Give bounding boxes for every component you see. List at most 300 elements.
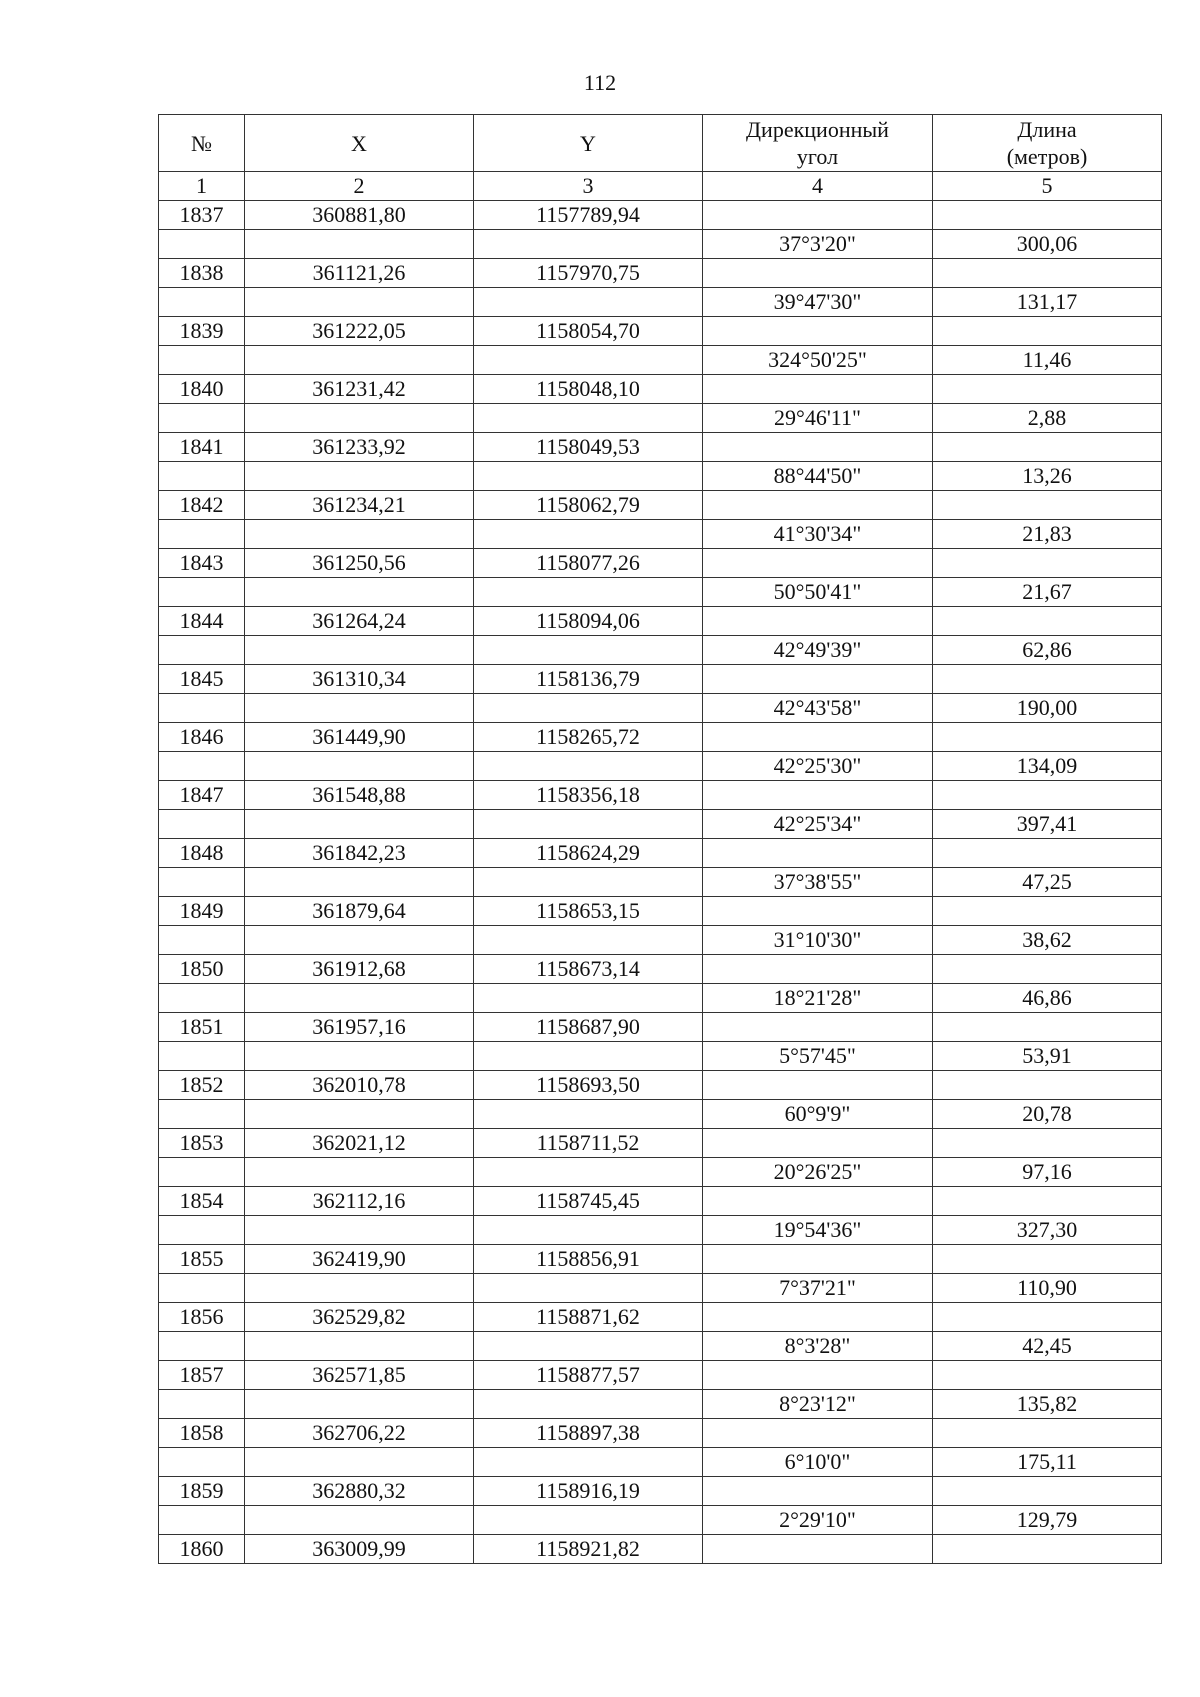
cell-y: 1158624,29 xyxy=(474,839,703,868)
cell-x xyxy=(245,1506,474,1535)
cell-angle: 50°50'41" xyxy=(703,578,933,607)
cell-angle xyxy=(703,723,933,752)
table-row xyxy=(159,1535,1162,1564)
cell-length: 13,26 xyxy=(933,462,1162,491)
cell-angle xyxy=(703,375,933,404)
cell-angle xyxy=(703,1129,933,1158)
table-row xyxy=(159,694,1162,723)
page-number: 112 xyxy=(583,70,617,95)
cell-x xyxy=(245,1216,474,1245)
header-length-line-2: (метров) xyxy=(1006,144,1088,169)
cell-length xyxy=(933,433,1162,462)
table-row xyxy=(159,1100,1162,1129)
cell-y xyxy=(474,1506,703,1535)
cell-x: 362010,78 xyxy=(245,1071,474,1100)
cell-x: 361548,88 xyxy=(245,781,474,810)
cell-x: 361449,90 xyxy=(245,723,474,752)
cell-y xyxy=(474,984,703,1013)
cell-length xyxy=(933,955,1162,984)
table-body xyxy=(159,201,1162,1564)
cell-y xyxy=(474,288,703,317)
table-row xyxy=(159,1274,1162,1303)
cell-angle: 42°49'39" xyxy=(703,636,933,665)
cell-point-number: 1856 xyxy=(159,1303,245,1332)
table-row xyxy=(159,491,1162,520)
table-row xyxy=(159,1071,1162,1100)
cell-angle: 42°25'34" xyxy=(703,810,933,839)
table-row xyxy=(159,1390,1162,1419)
cell-angle xyxy=(703,549,933,578)
table-row xyxy=(159,1013,1162,1042)
cell-length: 300,06 xyxy=(933,230,1162,259)
cell-angle: 8°3'28" xyxy=(703,1332,933,1361)
column-number: 2 xyxy=(245,172,474,201)
cell-x: 360881,80 xyxy=(245,201,474,230)
cell-length xyxy=(933,1477,1162,1506)
table-row xyxy=(159,1506,1162,1535)
cell-angle xyxy=(703,317,933,346)
cell-length xyxy=(933,897,1162,926)
cell-length: 190,00 xyxy=(933,694,1162,723)
cell-point-number xyxy=(159,636,245,665)
table-row xyxy=(159,288,1162,317)
cell-length: 53,91 xyxy=(933,1042,1162,1071)
cell-length xyxy=(933,781,1162,810)
cell-y: 1158077,26 xyxy=(474,549,703,578)
cell-y: 1158265,72 xyxy=(474,723,703,752)
cell-y xyxy=(474,462,703,491)
cell-length xyxy=(933,317,1162,346)
cell-angle xyxy=(703,259,933,288)
cell-point-number: 1841 xyxy=(159,433,245,462)
cell-y: 1158049,53 xyxy=(474,433,703,462)
cell-length: 327,30 xyxy=(933,1216,1162,1245)
cell-length: 110,90 xyxy=(933,1274,1162,1303)
table-row xyxy=(159,1158,1162,1187)
table-row xyxy=(159,1419,1162,1448)
cell-point-number: 1846 xyxy=(159,723,245,752)
cell-x xyxy=(245,926,474,955)
cell-y: 1158062,79 xyxy=(474,491,703,520)
header-angle-line-2: угол xyxy=(796,144,839,169)
cell-point-number: 1849 xyxy=(159,897,245,926)
table-row xyxy=(159,1042,1162,1071)
cell-point-number xyxy=(159,1506,245,1535)
table-row xyxy=(159,1477,1162,1506)
cell-y: 1158693,50 xyxy=(474,1071,703,1100)
header-number: № xyxy=(159,115,245,172)
cell-angle: 29°46'11" xyxy=(703,404,933,433)
header-length-line-1: Длина xyxy=(1017,117,1077,142)
cell-x: 362571,85 xyxy=(245,1361,474,1390)
cell-angle: 8°23'12" xyxy=(703,1390,933,1419)
cell-point-number: 1840 xyxy=(159,375,245,404)
table-row xyxy=(159,1129,1162,1158)
table-row xyxy=(159,346,1162,375)
cell-point-number xyxy=(159,810,245,839)
cell-y xyxy=(474,346,703,375)
cell-length: 47,25 xyxy=(933,868,1162,897)
cell-x: 363009,99 xyxy=(245,1535,474,1564)
cell-point-number xyxy=(159,520,245,549)
cell-y xyxy=(474,230,703,259)
cell-point-number xyxy=(159,1274,245,1303)
cell-y: 1158877,57 xyxy=(474,1361,703,1390)
cell-x: 361310,34 xyxy=(245,665,474,694)
table-row xyxy=(159,636,1162,665)
cell-x xyxy=(245,810,474,839)
table-row xyxy=(159,839,1162,868)
cell-length: 38,62 xyxy=(933,926,1162,955)
table-row xyxy=(159,897,1162,926)
cell-point-number: 1844 xyxy=(159,607,245,636)
table-row xyxy=(159,317,1162,346)
cell-angle: 20°26'25" xyxy=(703,1158,933,1187)
cell-angle xyxy=(703,665,933,694)
cell-y: 1157970,75 xyxy=(474,259,703,288)
cell-x xyxy=(245,984,474,1013)
cell-y: 1158094,06 xyxy=(474,607,703,636)
column-number: 1 xyxy=(159,172,245,201)
cell-angle xyxy=(703,433,933,462)
cell-x xyxy=(245,1042,474,1071)
cell-length: 21,67 xyxy=(933,578,1162,607)
cell-length: 135,82 xyxy=(933,1390,1162,1419)
cell-x xyxy=(245,404,474,433)
table-row xyxy=(159,1187,1162,1216)
cell-y xyxy=(474,1448,703,1477)
cell-y: 1158745,45 xyxy=(474,1187,703,1216)
cell-angle: 5°57'45" xyxy=(703,1042,933,1071)
cell-angle: 2°29'10" xyxy=(703,1506,933,1535)
cell-x: 361234,21 xyxy=(245,491,474,520)
cell-x: 361879,64 xyxy=(245,897,474,926)
column-number: 4 xyxy=(703,172,933,201)
cell-x xyxy=(245,1158,474,1187)
cell-x: 362529,82 xyxy=(245,1303,474,1332)
table-row xyxy=(159,520,1162,549)
table-row xyxy=(159,1303,1162,1332)
coordinates-table xyxy=(158,114,1162,1564)
header-angle-line-1: Дирекционный xyxy=(746,117,889,142)
cell-angle xyxy=(703,607,933,636)
cell-point-number xyxy=(159,1042,245,1071)
table-row xyxy=(159,810,1162,839)
table-row xyxy=(159,230,1162,259)
cell-length: 129,79 xyxy=(933,1506,1162,1535)
cell-point-number xyxy=(159,1216,245,1245)
cell-length xyxy=(933,1071,1162,1100)
cell-angle xyxy=(703,1245,933,1274)
cell-angle xyxy=(703,1071,933,1100)
cell-x xyxy=(245,636,474,665)
table-row xyxy=(159,259,1162,288)
cell-angle xyxy=(703,1535,933,1564)
cell-x: 362706,22 xyxy=(245,1419,474,1448)
cell-y: 1158916,19 xyxy=(474,1477,703,1506)
cell-length: 97,16 xyxy=(933,1158,1162,1187)
cell-point-number xyxy=(159,578,245,607)
cell-x xyxy=(245,578,474,607)
cell-x xyxy=(245,288,474,317)
cell-point-number xyxy=(159,1448,245,1477)
cell-angle: 37°38'55" xyxy=(703,868,933,897)
cell-y xyxy=(474,1332,703,1361)
cell-angle: 19°54'36" xyxy=(703,1216,933,1245)
cell-y: 1158653,15 xyxy=(474,897,703,926)
cell-y: 1158687,90 xyxy=(474,1013,703,1042)
cell-x xyxy=(245,520,474,549)
cell-y: 1158921,82 xyxy=(474,1535,703,1564)
cell-x: 361222,05 xyxy=(245,317,474,346)
cell-length xyxy=(933,723,1162,752)
cell-angle xyxy=(703,1361,933,1390)
cell-x: 362112,16 xyxy=(245,1187,474,1216)
cell-length: 397,41 xyxy=(933,810,1162,839)
cell-angle xyxy=(703,1419,933,1448)
column-number: 3 xyxy=(474,172,703,201)
table-row xyxy=(159,1245,1162,1274)
cell-x xyxy=(245,346,474,375)
cell-x: 362880,32 xyxy=(245,1477,474,1506)
cell-length xyxy=(933,201,1162,230)
cell-y xyxy=(474,1390,703,1419)
cell-angle: 60°9'9" xyxy=(703,1100,933,1129)
cell-length xyxy=(933,1129,1162,1158)
cell-length xyxy=(933,1187,1162,1216)
cell-x xyxy=(245,1100,474,1129)
cell-length xyxy=(933,1303,1162,1332)
cell-x xyxy=(245,1390,474,1419)
header-row xyxy=(159,115,1162,172)
cell-length xyxy=(933,839,1162,868)
cell-y: 1157789,94 xyxy=(474,201,703,230)
cell-length xyxy=(933,665,1162,694)
cell-y: 1158856,91 xyxy=(474,1245,703,1274)
cell-point-number xyxy=(159,346,245,375)
cell-angle xyxy=(703,781,933,810)
column-number: 5 xyxy=(933,172,1162,201)
cell-length: 46,86 xyxy=(933,984,1162,1013)
cell-length xyxy=(933,1245,1162,1274)
cell-x: 361842,23 xyxy=(245,839,474,868)
cell-y: 1158356,18 xyxy=(474,781,703,810)
table-row xyxy=(159,462,1162,491)
cell-y xyxy=(474,1216,703,1245)
cell-angle xyxy=(703,201,933,230)
cell-y xyxy=(474,1042,703,1071)
cell-angle xyxy=(703,491,933,520)
cell-y xyxy=(474,926,703,955)
cell-x xyxy=(245,1332,474,1361)
cell-y: 1158673,14 xyxy=(474,955,703,984)
cell-length xyxy=(933,607,1162,636)
table-row xyxy=(159,781,1162,810)
table-row xyxy=(159,926,1162,955)
table-row xyxy=(159,665,1162,694)
cell-y: 1158054,70 xyxy=(474,317,703,346)
cell-y xyxy=(474,1158,703,1187)
cell-length: 62,86 xyxy=(933,636,1162,665)
cell-length xyxy=(933,1361,1162,1390)
cell-x: 361121,26 xyxy=(245,259,474,288)
cell-x: 361957,16 xyxy=(245,1013,474,1042)
table-row xyxy=(159,549,1162,578)
cell-y xyxy=(474,636,703,665)
cell-point-number: 1838 xyxy=(159,259,245,288)
header-angle xyxy=(703,115,933,172)
cell-point-number: 1843 xyxy=(159,549,245,578)
cell-point-number: 1848 xyxy=(159,839,245,868)
cell-x: 362021,12 xyxy=(245,1129,474,1158)
cell-x xyxy=(245,868,474,897)
cell-point-number: 1842 xyxy=(159,491,245,520)
cell-point-number: 1845 xyxy=(159,665,245,694)
cell-length xyxy=(933,259,1162,288)
table-row xyxy=(159,1216,1162,1245)
cell-point-number xyxy=(159,752,245,781)
cell-angle: 37°3'20" xyxy=(703,230,933,259)
table-row xyxy=(159,433,1162,462)
table-row xyxy=(159,375,1162,404)
cell-point-number xyxy=(159,288,245,317)
cell-point-number: 1847 xyxy=(159,781,245,810)
cell-x xyxy=(245,694,474,723)
cell-angle xyxy=(703,1187,933,1216)
cell-x xyxy=(245,462,474,491)
cell-angle xyxy=(703,839,933,868)
cell-point-number: 1860 xyxy=(159,1535,245,1564)
table-row xyxy=(159,955,1162,984)
cell-angle: 324°50'25" xyxy=(703,346,933,375)
cell-x xyxy=(245,1274,474,1303)
cell-point-number: 1858 xyxy=(159,1419,245,1448)
table-row xyxy=(159,984,1162,1013)
cell-y: 1158048,10 xyxy=(474,375,703,404)
cell-y xyxy=(474,1274,703,1303)
cell-length xyxy=(933,549,1162,578)
cell-x xyxy=(245,1448,474,1477)
cell-point-number xyxy=(159,926,245,955)
cell-angle xyxy=(703,955,933,984)
cell-angle: 41°30'34" xyxy=(703,520,933,549)
cell-y xyxy=(474,868,703,897)
table-row xyxy=(159,1332,1162,1361)
cell-y xyxy=(474,1100,703,1129)
cell-y xyxy=(474,810,703,839)
table-row xyxy=(159,868,1162,897)
cell-angle: 18°21'28" xyxy=(703,984,933,1013)
table-row xyxy=(159,1361,1162,1390)
cell-x: 361912,68 xyxy=(245,955,474,984)
cell-angle: 31°10'30" xyxy=(703,926,933,955)
cell-y xyxy=(474,520,703,549)
cell-angle xyxy=(703,1303,933,1332)
table-row xyxy=(159,201,1162,230)
cell-length xyxy=(933,375,1162,404)
cell-y xyxy=(474,752,703,781)
cell-point-number xyxy=(159,984,245,1013)
cell-y: 1158136,79 xyxy=(474,665,703,694)
cell-length: 175,11 xyxy=(933,1448,1162,1477)
cell-length: 42,45 xyxy=(933,1332,1162,1361)
cell-point-number xyxy=(159,462,245,491)
cell-point-number xyxy=(159,1100,245,1129)
cell-x xyxy=(245,230,474,259)
cell-point-number: 1854 xyxy=(159,1187,245,1216)
cell-point-number xyxy=(159,868,245,897)
cell-point-number: 1839 xyxy=(159,317,245,346)
header-length xyxy=(933,115,1162,172)
cell-x: 361233,92 xyxy=(245,433,474,462)
table-row xyxy=(159,1448,1162,1477)
cell-y xyxy=(474,404,703,433)
cell-angle: 7°37'21" xyxy=(703,1274,933,1303)
cell-length xyxy=(933,1013,1162,1042)
cell-length: 2,88 xyxy=(933,404,1162,433)
cell-point-number xyxy=(159,1390,245,1419)
cell-point-number xyxy=(159,230,245,259)
cell-length: 21,83 xyxy=(933,520,1162,549)
cell-length xyxy=(933,1535,1162,1564)
cell-angle xyxy=(703,897,933,926)
header-x: X xyxy=(245,115,474,172)
cell-length: 134,09 xyxy=(933,752,1162,781)
table-row xyxy=(159,607,1162,636)
cell-point-number: 1837 xyxy=(159,201,245,230)
cell-length: 11,46 xyxy=(933,346,1162,375)
cell-point-number xyxy=(159,694,245,723)
cell-point-number: 1850 xyxy=(159,955,245,984)
cell-angle xyxy=(703,1477,933,1506)
cell-point-number: 1859 xyxy=(159,1477,245,1506)
cell-point-number: 1853 xyxy=(159,1129,245,1158)
cell-point-number: 1852 xyxy=(159,1071,245,1100)
table-row xyxy=(159,752,1162,781)
cell-x: 362419,90 xyxy=(245,1245,474,1274)
cell-point-number xyxy=(159,1332,245,1361)
cell-x xyxy=(245,752,474,781)
cell-angle: 42°43'58" xyxy=(703,694,933,723)
cell-point-number xyxy=(159,404,245,433)
cell-y: 1158711,52 xyxy=(474,1129,703,1158)
cell-y xyxy=(474,694,703,723)
cell-x: 361250,56 xyxy=(245,549,474,578)
header-y: Y xyxy=(474,115,703,172)
cell-y: 1158897,38 xyxy=(474,1419,703,1448)
cell-y: 1158871,62 xyxy=(474,1303,703,1332)
column-number-row xyxy=(159,172,1162,201)
cell-x: 361264,24 xyxy=(245,607,474,636)
cell-length xyxy=(933,491,1162,520)
cell-point-number: 1857 xyxy=(159,1361,245,1390)
cell-length xyxy=(933,1419,1162,1448)
cell-length: 20,78 xyxy=(933,1100,1162,1129)
cell-angle: 39°47'30" xyxy=(703,288,933,317)
cell-y xyxy=(474,578,703,607)
cell-point-number: 1855 xyxy=(159,1245,245,1274)
cell-point-number: 1851 xyxy=(159,1013,245,1042)
cell-length: 131,17 xyxy=(933,288,1162,317)
cell-angle: 42°25'30" xyxy=(703,752,933,781)
cell-angle xyxy=(703,1013,933,1042)
table-row xyxy=(159,723,1162,752)
cell-point-number xyxy=(159,1158,245,1187)
cell-angle: 6°10'0" xyxy=(703,1448,933,1477)
cell-angle: 88°44'50" xyxy=(703,462,933,491)
table-row xyxy=(159,404,1162,433)
table-row xyxy=(159,578,1162,607)
